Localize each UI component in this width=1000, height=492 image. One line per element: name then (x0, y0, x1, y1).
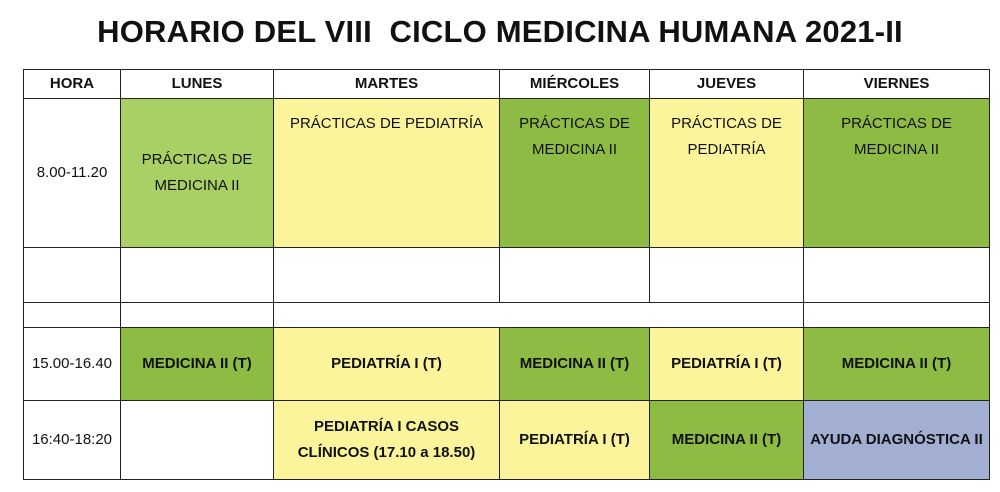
cell-lunes-medicina: MEDICINA II (T) (121, 328, 274, 401)
cell-jueves-practicas: PRÁCTICAS DE PEDIATRÍA (650, 99, 804, 248)
empty-cell (121, 303, 274, 328)
cell-viernes-practicas: PRÁCTICAS DE MEDICINA II (804, 99, 990, 248)
cell-martes-practicas: PRÁCTICAS DE PEDIATRÍA (274, 99, 500, 248)
header-lunes: LUNES (121, 70, 274, 99)
empty-cell (24, 248, 121, 303)
header-hora: HORA (24, 70, 121, 99)
time-cell: 15.00-16.40 (24, 328, 121, 401)
empty-cell (650, 248, 804, 303)
cell-viernes-ayuda-diagnostica: AYUDA DIAGNÓSTICA II (804, 401, 990, 480)
header-row (24, 70, 990, 99)
cell-martes-casos-clinicos: PEDIATRÍA I CASOS CLÍNICOS (17.10 a 18.50) (274, 401, 500, 480)
page-title: HORARIO DEL VIII CICLO MEDICINA HUMANA 2021-II (97, 14, 903, 49)
cell-viernes-medicina: MEDICINA II (T) (804, 328, 990, 401)
empty-cell (804, 248, 990, 303)
header-viernes: VIERNES (804, 70, 990, 99)
table-row-afternoon-1 (24, 328, 990, 401)
cell-jueves-pediatria: PEDIATRÍA I (T) (650, 328, 804, 401)
cell-miercoles-pediatria: PEDIATRÍA I (T) (500, 401, 650, 480)
schedule-table (23, 69, 990, 480)
empty-cell (500, 248, 650, 303)
header-jueves: JUEVES (650, 70, 804, 99)
empty-cell (804, 303, 990, 328)
time-cell: 16:40-18:20 (24, 401, 121, 480)
table-row-empty (24, 248, 990, 303)
empty-merged-cell (274, 303, 804, 328)
cell-martes-pediatria: PEDIATRÍA I (T) (274, 328, 500, 401)
cell-lunes-empty (121, 401, 274, 480)
table-row-afternoon-2 (24, 401, 990, 480)
header-miercoles: MIÉRCOLES (500, 70, 650, 99)
empty-cell (274, 248, 500, 303)
empty-cell (121, 248, 274, 303)
header-martes: MARTES (274, 70, 500, 99)
cell-miercoles-practicas: PRÁCTICAS DE MEDICINA II (500, 99, 650, 248)
cell-lunes-practicas: PRÁCTICAS DE MEDICINA II (121, 99, 274, 248)
cell-jueves-medicina: MEDICINA II (T) (650, 401, 804, 480)
cell-miercoles-medicina: MEDICINA II (T) (500, 328, 650, 401)
table-row-break (24, 303, 990, 328)
empty-cell (24, 303, 121, 328)
table-row-morning (24, 99, 990, 248)
time-cell: 8.00-11.20 (24, 99, 121, 248)
